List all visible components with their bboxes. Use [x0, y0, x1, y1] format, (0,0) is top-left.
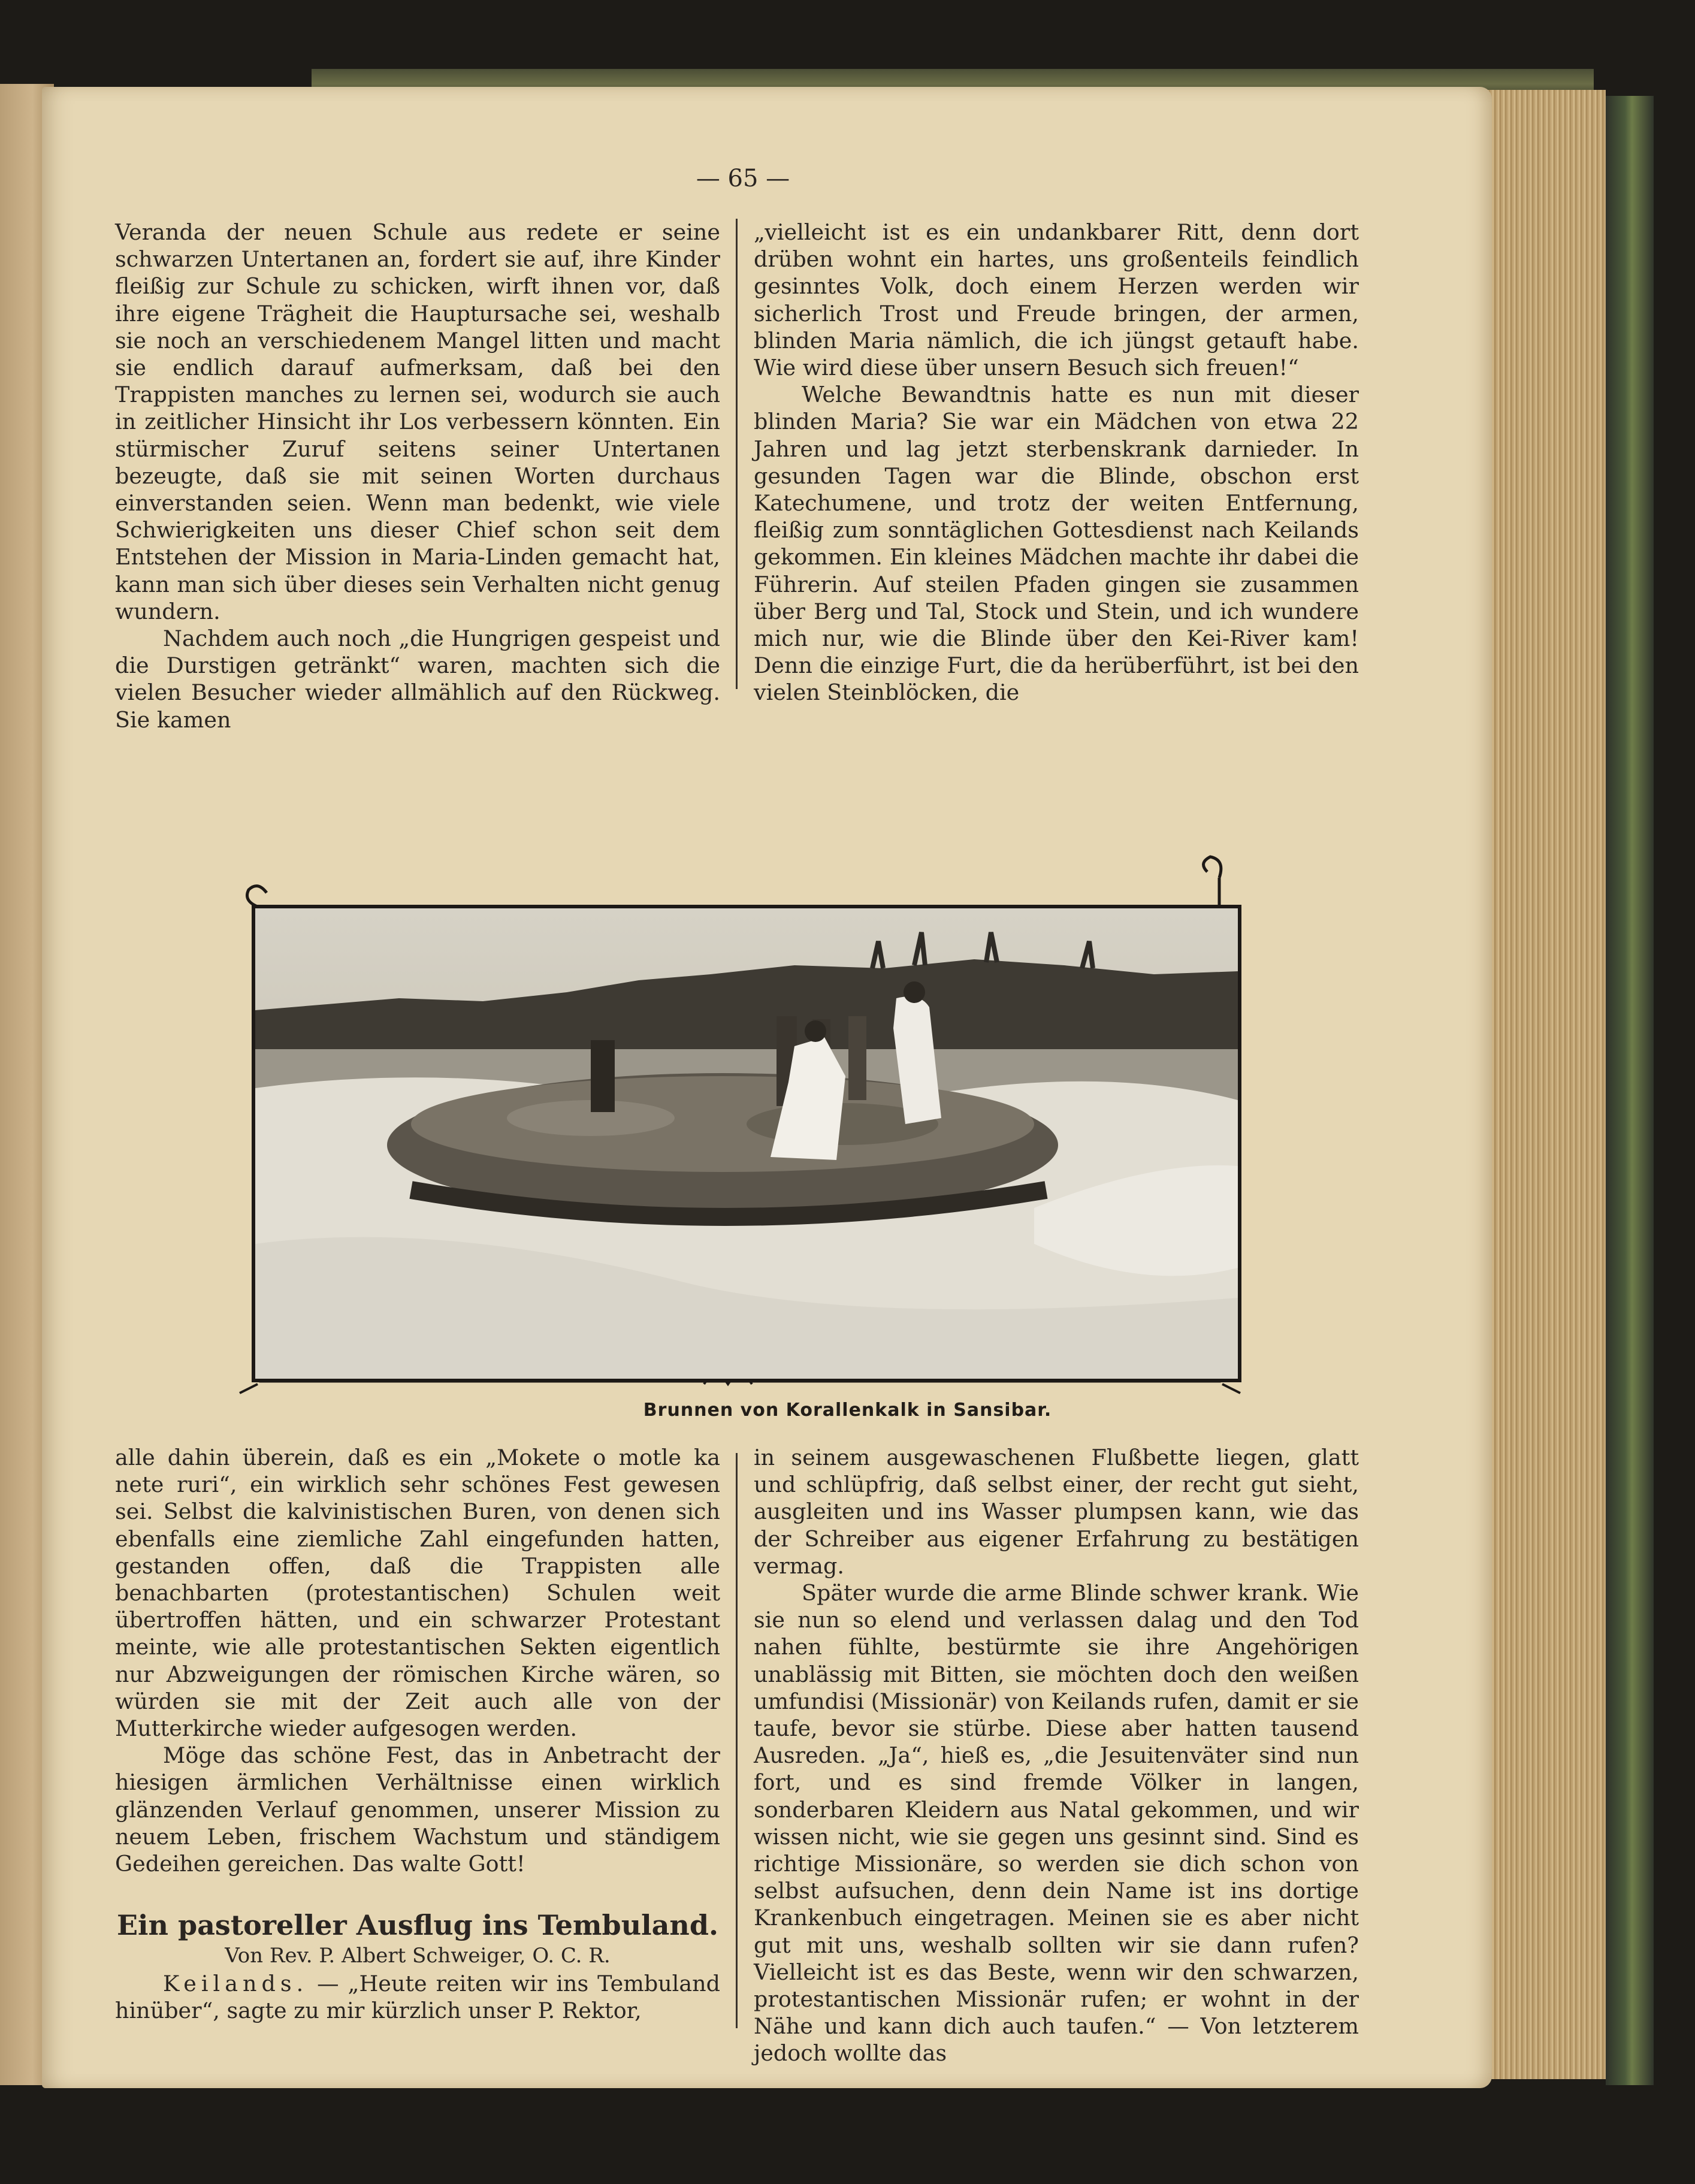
paragraph: Nachdem auch noch „die Hungrigen gespeist und die Durstigen getränkt“ waren, machten sich die vielen Besucher wieder allmählich auf den Rückweg. Sie kamen	[115, 626, 720, 733]
column-top-left	[115, 219, 720, 733]
paragraph: in seinem ausgewaschenen Flußbette liegen, glatt und schlüpfrig, daß selbst einer, der recht gut sieht, ausgleiten und ins Wasser plumpsen kann, wie das der Schreiber aus eigener Erfahrung zu bestätigen vermag.	[754, 1445, 1359, 1579]
byline: Von Rev. P. Albert Schweiger, O. C. R.	[225, 1944, 611, 1968]
paragraph: Später wurde die arme Blinde schwer krank. Wie sie nun so elend und verlassen dalag und den Tod nahen fühlte, bestürmte sie ihre Angehörigen unablässig mit Bitten, sie möchten doch den weißen umfundisi (Missionär) von Keilands rufen, damit er sie taufe, bevor sie stürbe. Diese aber hatten tausend Ausreden. „Ja“, hieß es, „die Jesuitenväter sind nun fort, und es sind fremde Völker in langen, sonderbaren Kleidern aus Natal gekommen, und wir wissen nicht, wie sie gegen uns gesinnt sind. Sind es richtige Missionäre, so werden sie dich schon von selbst aufsuchen, denn dein Name ist ins dortige Krankenbuch eingetragen. Meinen sie es aber nicht gut mit uns, weshalb sollten wir sie dann rufen? Vielleicht ist es das Beste, wenn wir den schwarzen, protestantischen Missionär rufen; er wohnt in der Nähe und kann dich auch taufen.“ — Von letzterem jedoch wollte das	[754, 1580, 1359, 2067]
paragraph: Welche Bewandtnis hatte es nun mit dieser blinden Maria? Sie war ein Mädchen von etwa 22 Jahren und lag jetzt sterbenskrank darnieder. In gesunden Tagen war die Blinde, obschon erst Katechumene, und trotz der weiten Entfernung, fleißig zum sonntäglichen Gottesdienst nach Keilands gekommen. Ein kleines Mädchen machte ihr dabei die Führerin. Auf steilen Pfaden gingen sie zusammen über Berg und Tal, Stock und Stein, und ich wundere mich nur, wie die Blinde über den Kei-River kam! Denn die einzige Furt, die da herüberführt, ist bei den vielen Steinblöcken, die	[754, 382, 1359, 706]
paragraph: Möge das schöne Fest, das in Anbetracht der hiesigen ärmlichen Verhältnisse einen wirklich glänzenden Verlauf genommen, unserer Mission zu neuem Leben, frischem Wachstum und ständigem Gedeihen gereichen. Das walte Gott!	[115, 1742, 720, 1877]
figure	[237, 824, 1243, 1405]
figure-caption: Brunnen von Korallenkalk in Sansibar.	[643, 1400, 1052, 1421]
paragraph: alle dahin überein, daß es ein „Mokete o motle ka nete ruri“, ein wirklich sehr schönes Fest gewesen sei. Selbst die kalvinistischen Buren, von denen sich ebenfalls eine ziemliche Zahl eingefunden hatten, gestanden offen, daß die Trappisten alle benachbarten (protestantischen) Schulen weit übertroffen hätten, und ein schwarzer Protestant meinte, wie alle protestantischen Sekten eigentlich nur Abzweigungen der römischen Kirche wären, so würden sie mit der Zeit auch alle von der Mutterkirche wieder aufgesogen werden.	[115, 1445, 720, 1742]
column-divider	[736, 1453, 738, 2028]
photo-coral-well	[252, 905, 1241, 1382]
page-number: — 65 —	[696, 165, 790, 192]
column-bottom-left	[115, 1444, 720, 2024]
column-top-right	[754, 219, 1359, 706]
column-bottom-right	[754, 1444, 1359, 2067]
book-cover-right	[1606, 96, 1654, 2085]
page-edges	[1486, 90, 1606, 2079]
column-divider	[736, 219, 738, 689]
paragraph: Veranda der neuen Schule aus redete er seine schwarzen Untertanen an, fordert sie auf, ihre Kinder fleißig zur Schule zu schicken, wirft ihnen vor, daß ihre eigene Trägheit die Hauptursache sei, weshalb sie noch an verschiedenem Mangel litten und macht sie endlich darauf aufmerksam, daß bei den Trappisten manches zu lernen sei, wodurch sie auch in zeitlicher Hinsicht ihr Los verbessern könnten. Ein stürmischer Zuruf seitens seiner Untertanen bezeugte, daß sie mit seinen Worten durchaus einverstanden seien. Wenn man bedenkt, wie viele Schwierigkeiten uns dieser Chief schon seit dem Entstehen der Mission in Maria-Linden gemacht hat, kann man sich über dieses sein Verhalten nicht genug wundern.	[115, 219, 720, 624]
place-name: Keilands.	[163, 1970, 309, 1996]
photo-illustration	[255, 908, 1238, 1379]
paragraph: — „Heute reiten wir ins Tembuland hinüber“, sagte zu mir kürzlich unser P. Rektor,	[115, 1970, 720, 2023]
section-title: Ein pastoreller Ausflug ins Tembuland.	[116, 1909, 719, 1942]
paragraph: „vielleicht ist es ein undankbarer Ritt, denn dort drüben wohnt ein hartes, uns großenteils feindlich gesinntes Volk, doch einem Herzen werden wir sicherlich Trost und Freude bringen, der armen, blinden Maria nämlich, die ich jüngst getauft habe. Wie wird diese über unsern Besuch sich freuen!“	[754, 219, 1359, 381]
